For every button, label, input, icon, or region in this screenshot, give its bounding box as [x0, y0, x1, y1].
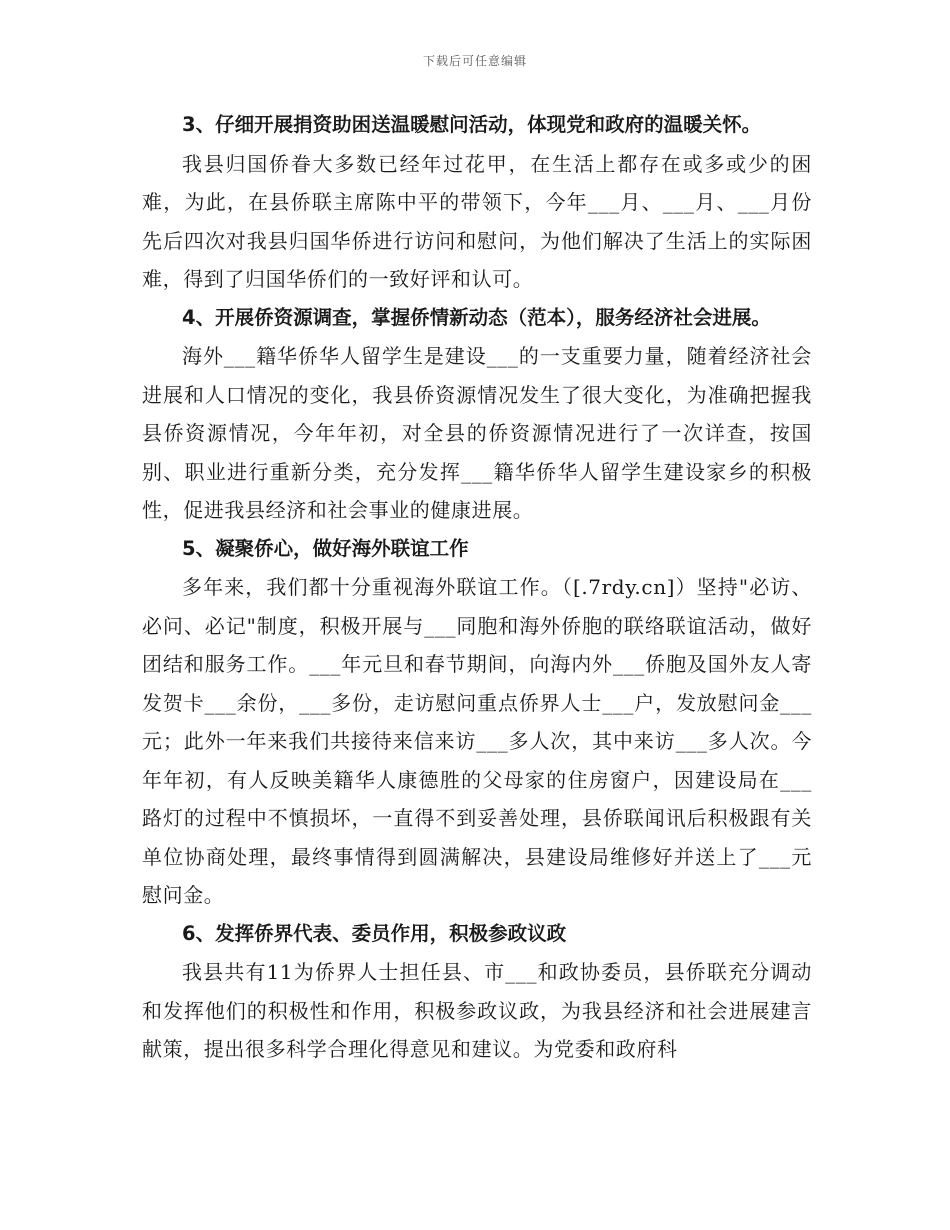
- page-header: 下载后可任意编辑: [422, 54, 527, 68]
- section-6-heading: 6、发挥侨界代表、委员作用，积极参政议政: [182, 921, 567, 945]
- section-4-heading: 4、开展侨资源调查，掌握侨情新动态（范本），服务经济社会进展。: [182, 305, 771, 329]
- section-5-heading: 5、凝聚侨心，做好海外联谊工作: [182, 536, 469, 560]
- section-3-paragraph: 我县归国侨眷大多数已经年过花甲，在生活上都存在或多或少的困难，为此，在县侨联主席陈中平的带领下，今年___月、___月、___月份先后四次对我县归国华侨进行访问和慰问，为他们解决了生活上的实际困难，得到了归国华侨们的一致好评和认可。: [142, 151, 812, 291]
- section-5-paragraph: 多年来，我们都十分重视海外联谊工作。（[.7rdy.cn]）坚持"必访、必问、必记"制度，积极开展与___同胞和海外侨胞的联络联谊活动，做好团结和服务工作。___年元旦和春节期间，向海内外___侨胞及国外友人寄发贺卡___余份，___多份，走访慰问重点侨界人士___户，发放慰问金___元；此外一年来我们共接待来信来访___多人次，其中来访___多人次。今年年初，有人反映美籍华人康德胜的父母家的住房窗户，因建设局在___路灯的过程中不慎损坏，一直得不到妥善处理，县侨联闻讯后积极跟有关单位协商处理，最终事情得到圆满解决，县建设局维修好并送上了___元慰问金。: [142, 575, 812, 907]
- section-4-paragraph: 海外___籍华侨华人留学生是建设___的一支重要力量，随着经济社会进展和人口情况的变化，我县侨资源情况发生了很大变化，为准确把握我县侨资源情况，今年年初，对全县的侨资源情况进行了一次详查，按国别、职业进行重新分类，充分发挥___籍华侨华人留学生建设家乡的积极性，促进我县经济和社会事业的健康进展。: [142, 344, 812, 522]
- section-6-paragraph: 我县共有11为侨界人士担任县、市___和政协委员，县侨联充分调动和发挥他们的积极性和作用，积极参政议政，为我县经济和社会进展建言献策，提出很多科学合理化得意见和建议。为党委和政府科: [142, 960, 812, 1061]
- section-3-heading: 3、仔细开展捐资助困送温暖慰问活动，体现党和政府的温暖关怀。: [182, 113, 762, 136]
- document-body: [142, 106, 812, 1069]
